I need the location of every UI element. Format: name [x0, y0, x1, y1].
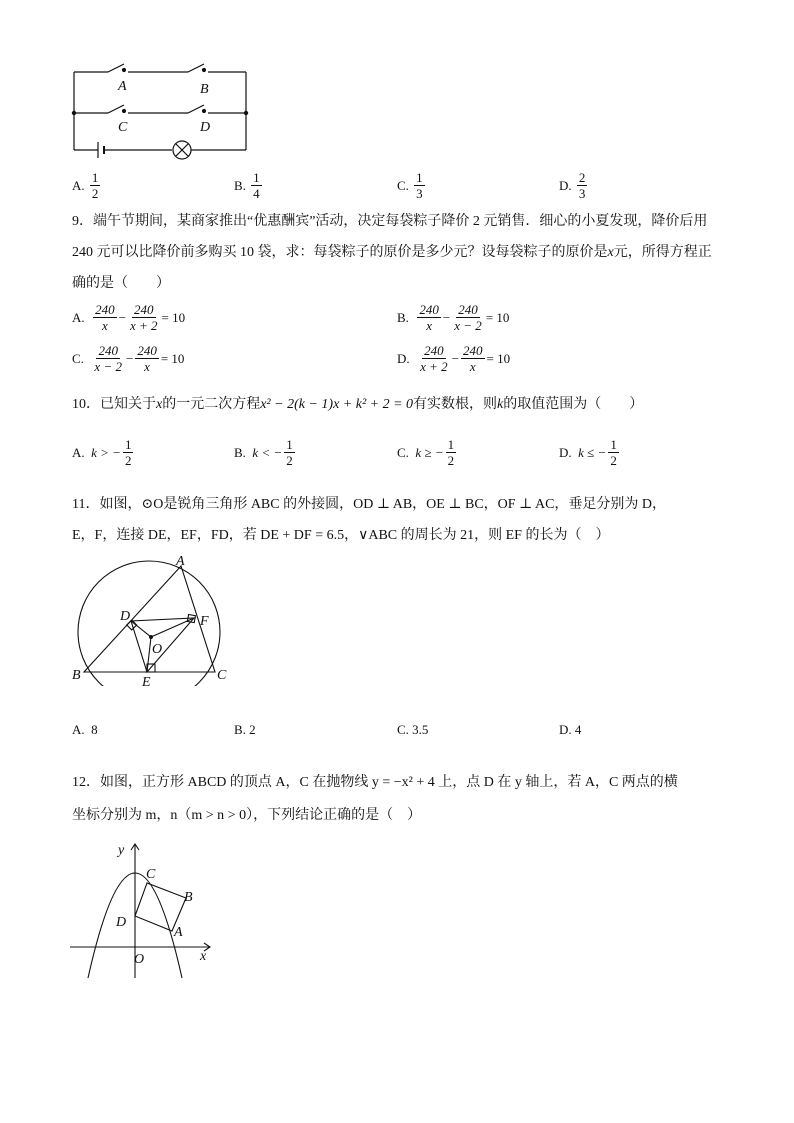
q9-line-2 [72, 243, 712, 263]
option-letter: C. [397, 177, 409, 193]
fig-label-A: A [174, 925, 183, 940]
option-letter: D. [397, 350, 410, 366]
label-B: B [200, 82, 209, 97]
option-letter: D. [559, 722, 572, 737]
q10-option-d [559, 437, 621, 468]
option-letter: D. [559, 177, 572, 193]
operator: − [451, 350, 460, 366]
fraction: $\frac{240}{x}$ [137, 343, 157, 374]
q9-line-2-text: 240 元可以比降价前多购买 10 袋，求：每袋粽子的原价是多少元？设每袋粽子的原价是 [72, 245, 608, 260]
fraction: $\frac{240}{x + 2}$ [420, 343, 448, 374]
inequality: k < − [252, 444, 283, 460]
q9-option-b [397, 302, 509, 333]
option-letter: B. [234, 177, 246, 193]
fraction: $\frac{240}{x - 2}$ [454, 302, 482, 333]
fig-label-C: C [146, 867, 156, 882]
rhs: = 10 [161, 309, 186, 325]
option-letter: B. [234, 722, 246, 737]
label-C: C [118, 120, 128, 135]
option-value: 2 [249, 722, 256, 737]
label-A: A [118, 79, 127, 94]
rhs: = 10 [485, 309, 510, 325]
fraction: $\frac{1}{3}$ [416, 170, 423, 201]
fraction: $\frac{1}{2}$ [124, 437, 132, 468]
inequality: k > − [91, 444, 121, 460]
q11-option-d [559, 722, 581, 738]
label-D: D [200, 120, 211, 135]
q9-option-d [397, 343, 510, 374]
q9-var: x [607, 245, 614, 260]
rhs: = 10 [160, 350, 185, 366]
fig-label-E: E [142, 675, 151, 686]
option-letter: C. [72, 350, 84, 366]
q10-k: k [497, 397, 504, 412]
q9-line-1: 9．端午节期间，某商家推出“优惠酬宾”活动，决定每袋粽子降价 2 元销售．细心的小夏发现，降价后用 [72, 214, 708, 229]
q10-var: x [156, 397, 163, 412]
option-value: 8 [91, 722, 98, 737]
fig-label-B: B [72, 668, 81, 683]
fraction: $\frac{2}{3}$ [578, 170, 586, 201]
fraction: $\frac{1}{2}$ [610, 437, 617, 468]
option-letter: A. [72, 177, 85, 193]
axis-label-x: x [200, 949, 207, 964]
option-value: 3.5 [412, 722, 429, 737]
operator: − [125, 350, 134, 366]
option-letter: D. [559, 444, 572, 460]
q10-equation: x² − 2(k − 1)x + k² + 2 = 0 [260, 397, 414, 412]
fraction: $\frac{240}{x}$ [95, 302, 115, 333]
fraction: $\frac{1}{4}$ [253, 170, 260, 201]
fraction: $\frac{240}{x - 2}$ [94, 343, 122, 374]
fraction: $\frac{240}{x + 2}$ [129, 302, 158, 333]
q9-line-2-end: 元，所得方程正 [613, 245, 712, 260]
rhs: = 10 [486, 350, 511, 366]
q10-option-a [72, 437, 135, 468]
option-letter: A. [72, 444, 85, 460]
q10-end: 的取值范围为（ ） [503, 397, 644, 412]
q8-option-a [72, 170, 102, 201]
operator: − [442, 309, 451, 325]
inequality: k ≤ − [578, 444, 607, 460]
circuit-figure [66, 58, 256, 168]
axis-label-y: y [118, 843, 125, 858]
fig-label-O: O [152, 642, 163, 657]
q10-suffix: 有实数根，则 [413, 397, 498, 412]
option-letter: A. [72, 309, 85, 325]
fraction: $\frac{240}{x}$ [463, 343, 483, 374]
q12-figure [66, 838, 226, 988]
q10-prefix: 10．已知关于 [72, 397, 156, 412]
fig-label-B: B [184, 890, 193, 905]
q11-line-1: 11．如图，⊙O是锐角三角形 ABC 的外接圆，OD ⊥ AB，OE ⊥ BC，OF ⊥ AC，垂足分别为 D， [72, 497, 667, 512]
inequality: k ≥ − [415, 444, 444, 460]
fraction: $\frac{1}{2}$ [447, 437, 455, 468]
q9-option-c [72, 343, 184, 374]
q11-option-a [72, 722, 98, 738]
option-letter: C. [397, 444, 409, 460]
q8-option-b [234, 170, 264, 201]
q8-option-d [559, 170, 589, 201]
q11-option-c [397, 722, 428, 738]
option-letter: B. [397, 309, 409, 325]
q10-option-b [234, 437, 297, 468]
q9-line-3: 确的是（ ） [72, 276, 170, 291]
fraction: $\frac{1}{2}$ [286, 437, 293, 468]
option-value: 4 [574, 722, 582, 737]
q10-mid: 的一元二次方程 [162, 397, 261, 412]
option-letter: B. [234, 444, 246, 460]
fig-label-A: A [176, 556, 185, 569]
operator: − [118, 309, 126, 325]
q12-line-2: 坐标分别为 m，n（m > n > 0），下列结论正确的是（ ） [72, 808, 422, 823]
fig-label-F: F [200, 614, 209, 629]
q10-stem [72, 395, 643, 415]
option-letter: A. [72, 722, 85, 737]
q9-option-a [72, 302, 185, 333]
fraction: $\frac{240}{x}$ [419, 302, 439, 333]
fraction: $\frac{1}{2}$ [91, 170, 99, 201]
fig-label-D: D [120, 609, 131, 624]
fig-label-C: C [217, 668, 227, 683]
origin-label: O [134, 952, 145, 967]
q10-option-c [397, 437, 458, 468]
q11-figure [66, 556, 246, 686]
q12-line-1: 12．如图，正方形 ABCD 的顶点 A，C 在抛物线 y = −x² + 4 上，点 D 在 y 轴上，若 A，C 两点的横 [72, 775, 678, 790]
option-letter: C. [397, 722, 409, 737]
q11-line-2: E，F，连接 DE，EF，FD，若 DE + DF = 6.5，∨ABC 的周长为 21，则 EF 的长为（ ） [72, 528, 610, 543]
q8-option-c [397, 170, 427, 201]
fig-label-D: D [116, 915, 127, 930]
q11-option-b [234, 722, 256, 738]
